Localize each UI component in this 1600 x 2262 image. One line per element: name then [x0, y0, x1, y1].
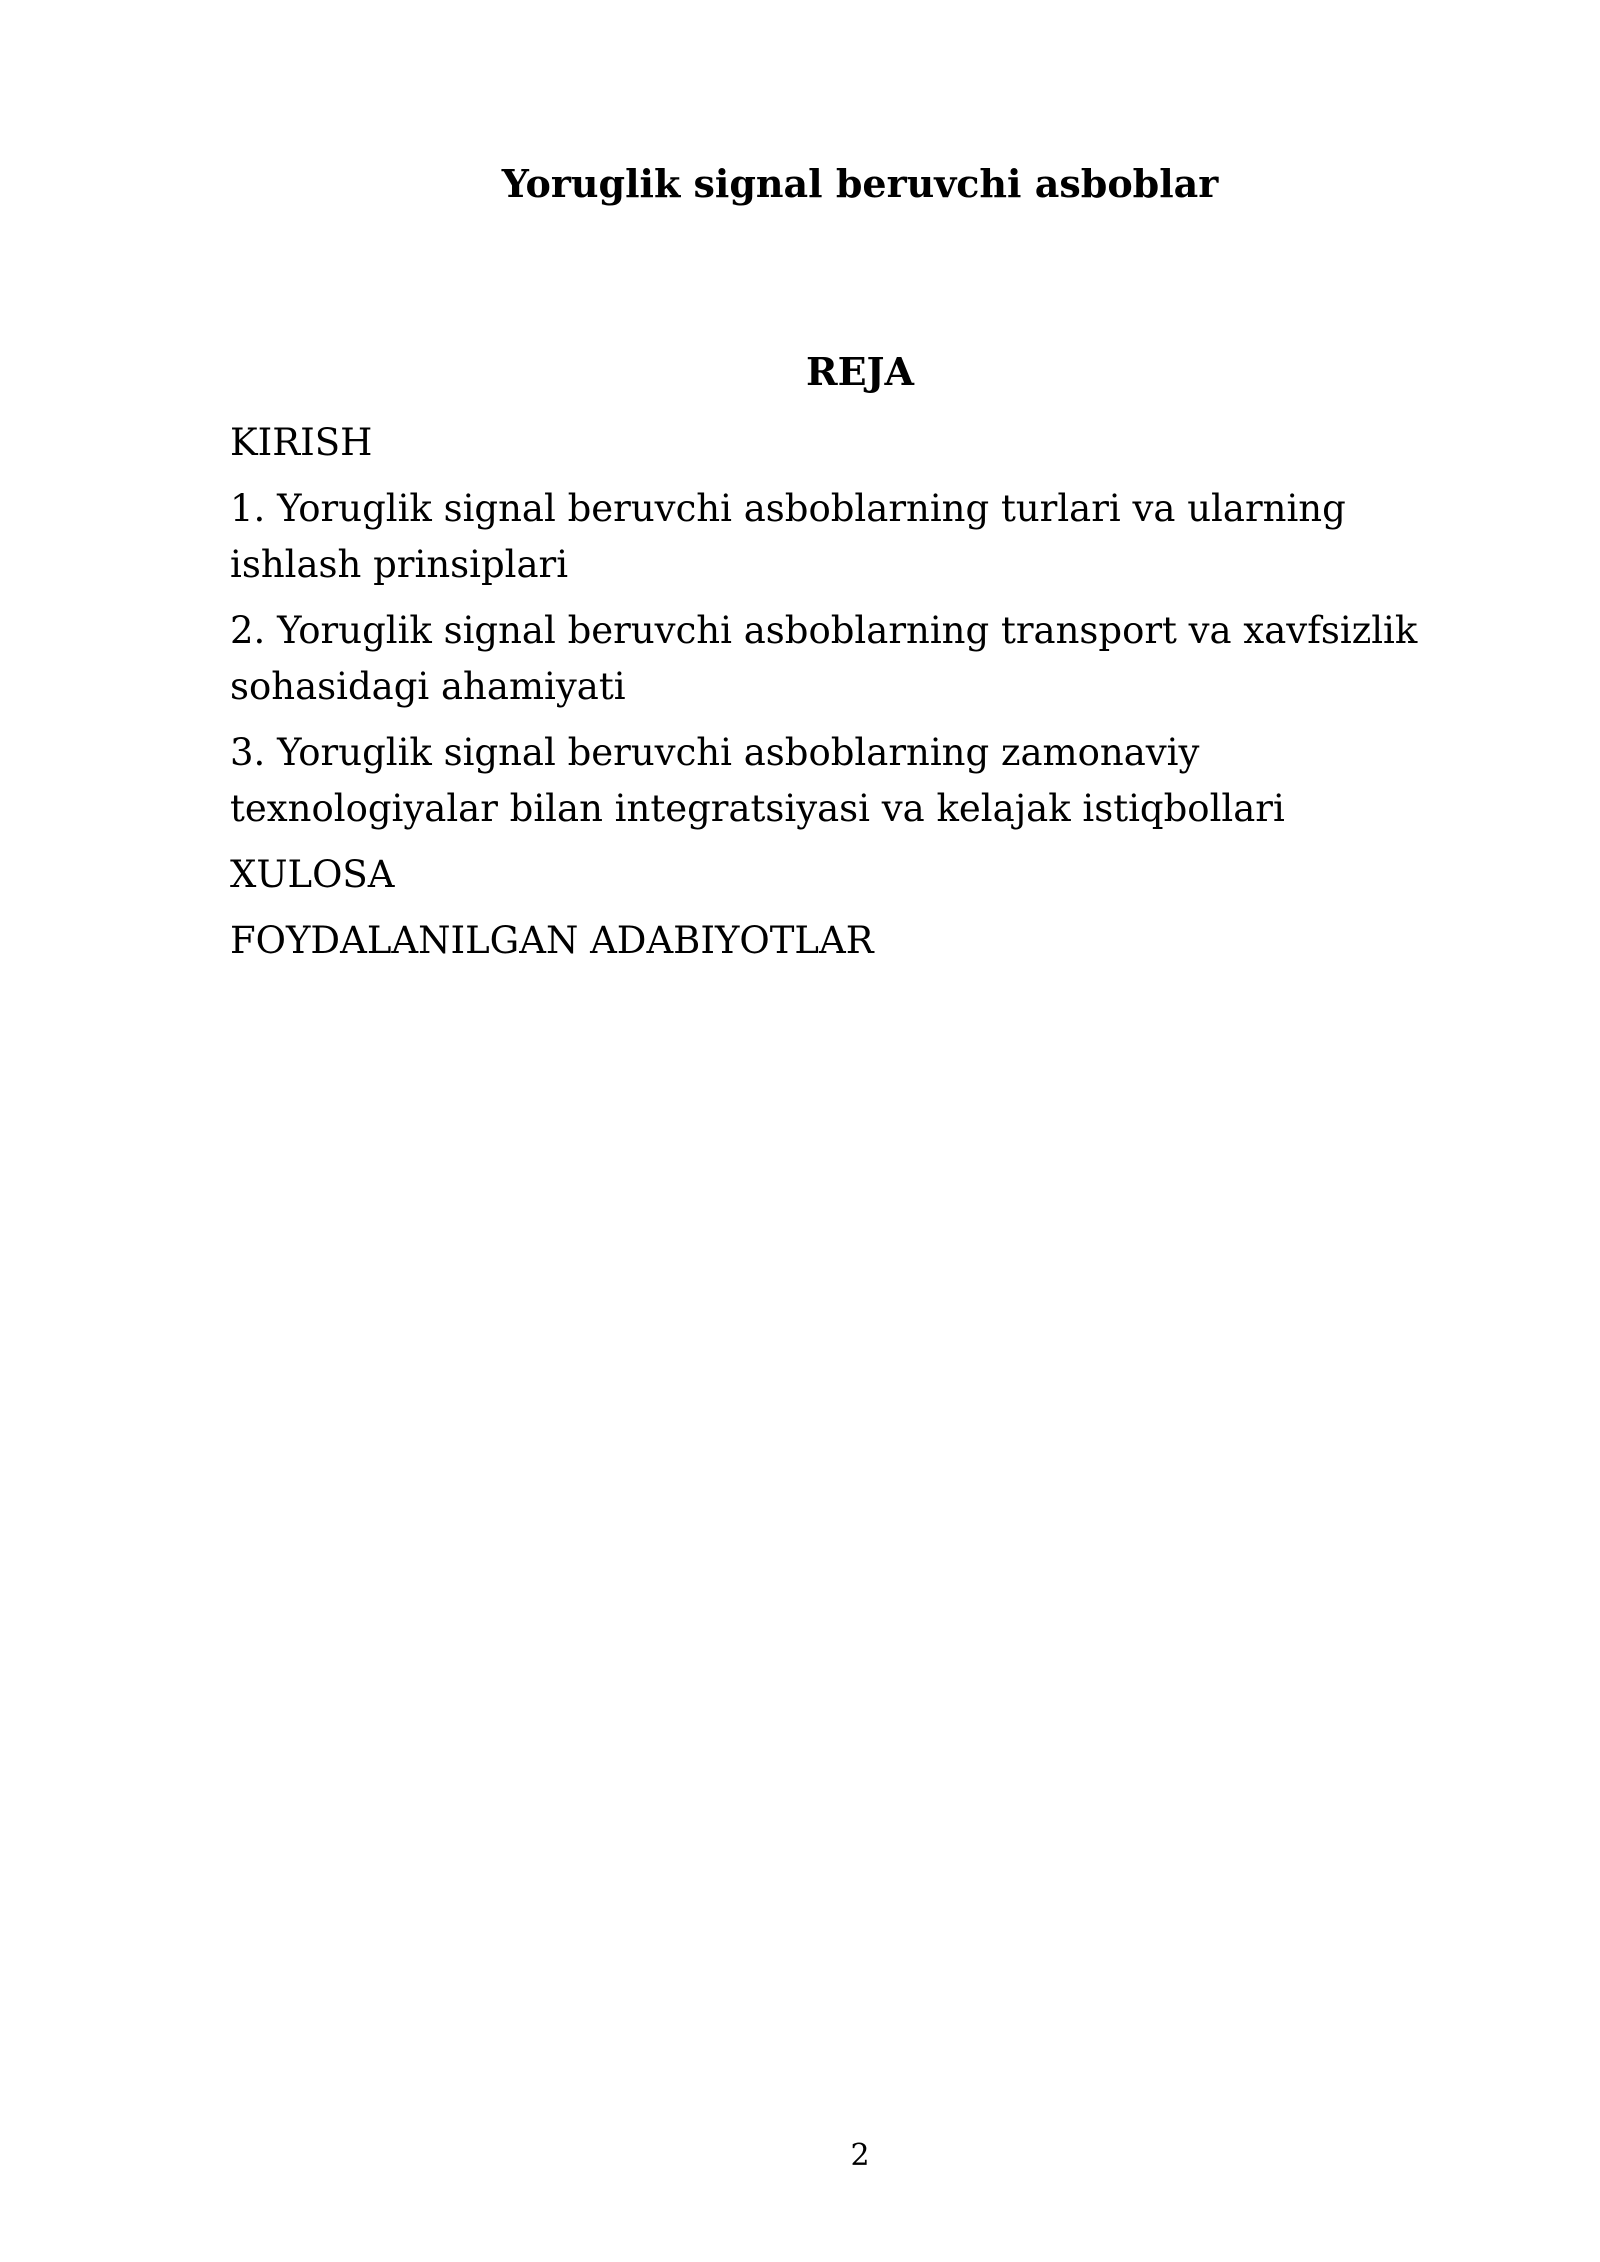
toc-item-1: 1. Yoruglik signal beruvchi asboblarning turlari va ularning ishlash prinsiplari	[230, 487, 1346, 586]
toc-item-references: FOYDALANILGAN ADABIYOTLAR	[230, 919, 874, 962]
toc-item-3: 3. Yoruglik signal beruvchi asboblarning zamonaviy texnologiyalar bilan integratsiyasi va kelajak istiqbollari	[230, 731, 1285, 830]
toc-item-introduction: KIRISH	[230, 421, 373, 464]
plan-heading: REJA	[805, 349, 914, 394]
page-number: 2	[850, 2138, 870, 2173]
toc-item-conclusion: XULOSA	[230, 853, 395, 896]
table-of-contents	[230, 415, 1470, 979]
document-title: Yoruglik signal beruvchi asboblar	[501, 161, 1219, 206]
toc-item-2: 2. Yoruglik signal beruvchi asboblarning transport va xavfsizlik sohasidagi ahamiyati	[230, 609, 1418, 708]
